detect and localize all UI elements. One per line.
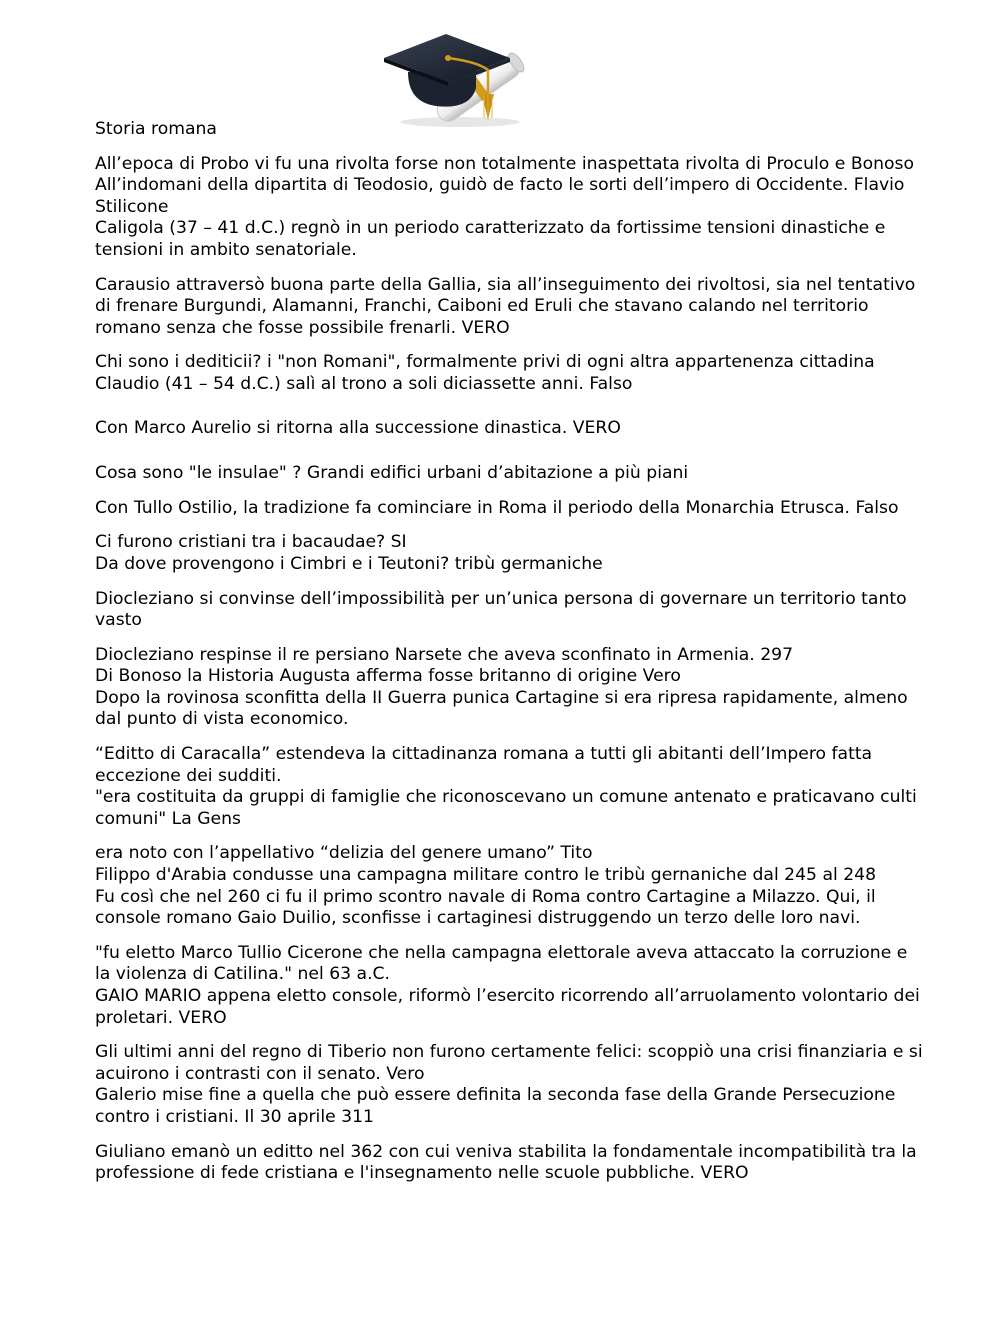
text-line: Di Bonoso la Historia Augusta afferma fosse britanno di origine Vero bbox=[95, 666, 681, 687]
paragraph bbox=[95, 843, 925, 929]
paragraph bbox=[95, 589, 925, 632]
text-line: Diocleziano respinse il re persiano Narsete che aveva sconfinato in Armenia. 297 bbox=[95, 644, 794, 665]
paragraph bbox=[95, 532, 925, 575]
text-line: Da dove provengono i Cimbri e i Teutoni? tribù germaniche bbox=[95, 553, 603, 574]
text-line: Chi sono i dediticii? i "non Romani", formalmente privi di ogni altra appartenenza cittadina bbox=[95, 352, 875, 373]
paragraph bbox=[95, 275, 925, 340]
text-line: "fu eletto Marco Tullio Cicerone che nella campagna elettorale aveva attaccato la corruzione e la violenza di Catilina." nel 63 a.C. bbox=[95, 942, 908, 985]
paragraph bbox=[95, 1042, 925, 1128]
paragraph bbox=[95, 498, 925, 520]
paragraph bbox=[95, 943, 925, 1029]
text-line: Diocleziano si convinse dell’impossibilità per un’unica persona di governare un territorio tanto vasto bbox=[95, 588, 907, 631]
text-line: Gli ultimi anni del regno di Tiberio non furono certamente felici: scoppiò una crisi finanziaria e si acuirono i contrasti con il senato. Vero bbox=[95, 1042, 923, 1084]
paragraph bbox=[95, 352, 925, 395]
text-line: Con Marco Aurelio si ritorna alla successione dinastica. VERO bbox=[95, 417, 621, 438]
document-body bbox=[95, 119, 925, 1198]
text-line: Fu così che nel 260 ci fu il primo scontro navale di Roma contro Cartagine a Milazzo. Qui, il console romano Gaio Duilio, sconfisse i cartaginesi distruggendo un terzo delle loro navi. bbox=[95, 886, 876, 929]
text-line: GAIO MARIO appena eletto console, riformò l’esercito ricorrendo all’arruolamento volontario dei proletari. VERO bbox=[95, 986, 920, 1028]
graduation-cap-diploma-icon bbox=[378, 28, 538, 132]
text-line: Storia romana bbox=[95, 119, 217, 139]
paragraph bbox=[95, 418, 925, 440]
text-line: Giuliano emanò un editto nel 362 con cui veniva stabilita la fondamentale incompatibilità tra la professione di fede cristiana e l'insegnamento nelle scuole pubbliche. VERO bbox=[95, 1141, 917, 1184]
text-line: Cosa sono "le insulae" ? Grandi edifici urbani d’abitazione a più piani bbox=[95, 463, 689, 484]
text-line: Carausio attraversò buona parte della Gallia, sia all’inseguimento dei rivoltosi, sia nel tentativo di frenare Burgundi, Alamanni, Franchi, Caiboni ed Eruli che stavano calando nel territorio romano senza che fosse possibile frenarli. VERO bbox=[95, 274, 916, 338]
text-line: All’epoca di Probo vi fu una rivolta forse non totalmente inaspettata rivolta di Proculo e Bonoso bbox=[95, 153, 914, 174]
paragraph bbox=[95, 1142, 925, 1185]
paragraph bbox=[95, 744, 925, 830]
text-line: Claudio (41 – 54 d.C.) salì al trono a soli diciassette anni. Falso bbox=[95, 373, 633, 394]
text-line: All’indomani della dipartita di Teodosio, guidò de facto le sorti dell’impero di Occidente. Flavio Stilicone bbox=[95, 175, 905, 217]
text-line: Ci furono cristiani tra i bacaudae? SI bbox=[95, 532, 407, 553]
paragraph bbox=[95, 154, 925, 262]
text-line: Caligola (37 – 41 d.C.) regnò in un periodo caratterizzato da fortissime tensioni dinastiche e tensioni in ambito senatoriale. bbox=[95, 218, 886, 260]
document-title bbox=[95, 119, 925, 141]
text-line: “Editto di Caracalla” estendeva la cittadinanza romana a tutti gli abitanti dell’Impero fatta eccezione dei sudditi. bbox=[95, 744, 873, 786]
paragraph bbox=[95, 463, 925, 485]
paragraph bbox=[95, 645, 925, 731]
text-line: era noto con l’appellativo “delizia del genere umano” Tito bbox=[95, 843, 593, 864]
text-line: "era costituita da gruppi di famiglie che riconoscevano un comune antenato e praticavano culti comuni" La Gens bbox=[95, 787, 917, 829]
text-line: Galerio mise fine a quella che può essere definita la seconda fase della Grande Persecuzione contro i cristiani. Il 30 aprile 311 bbox=[95, 1085, 896, 1127]
text-line: Con Tullo Ostilio, la tradizione fa cominciare in Roma il periodo della Monarchia Etrusca. Falso bbox=[95, 497, 899, 518]
text-line: Dopo la rovinosa sconfitta della II Guerra punica Cartagine si era ripresa rapidamente, almeno dal punto di vista economico. bbox=[95, 687, 908, 730]
text-line: Filippo d'Arabia condusse una campagna militare contro le tribù gernaniche dal 245 al 248 bbox=[95, 865, 877, 886]
